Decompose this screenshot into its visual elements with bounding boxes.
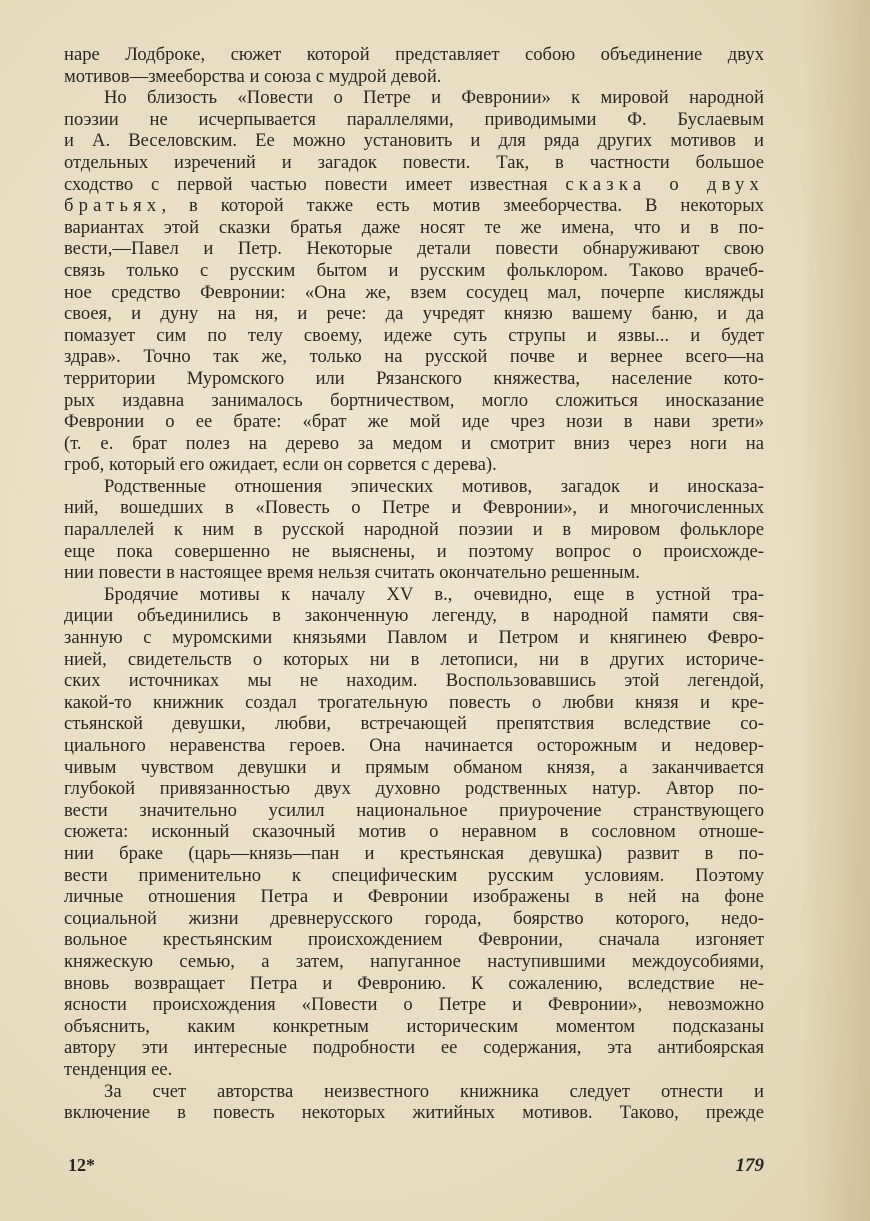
- text-line: чивым чувством девушки и прямым обманом князя, а заканчивается: [64, 756, 764, 778]
- text-line: циального неравенства героев. Она начинается осторожным и недовер-: [64, 735, 764, 756]
- text-line: вновь возвращает Петра и Февронию. К сожалению, вследствие не-: [64, 972, 764, 994]
- text-line: включение в повесть некоторых житийных мотивов. Таково, прежде: [64, 1102, 764, 1124]
- text-line: мотивов—змееборства и союза с мудрой девой.: [64, 65, 442, 87]
- page-footer: [68, 1155, 764, 1177]
- text-line: еще пока совершенно не выяснены, и поэтому вопрос о происхожде-: [64, 540, 764, 562]
- text-line: социальной жизни древнерусского города, боярство которого, недо-: [64, 907, 764, 929]
- text-line: нии браке (царь—князь—пан и крестьянская девушка) развит в по-: [64, 842, 764, 864]
- text-line: Родственные отношения эпических мотивов, загадок и иносказа-: [104, 475, 764, 497]
- text-line: диции объединились в законченную легенду, в народной памяти свя-: [64, 605, 764, 627]
- text-line: занную с муромскими князьями Павлом и Петром и княгинею Февро-: [64, 627, 764, 649]
- text-line: сходство с первой частью повести имеет известная сказка о двух: [64, 173, 764, 195]
- text-line: нией, свидетельств о которых ни в летописи, ни в других историче-: [64, 648, 764, 670]
- text-line: сюжета: исконный сказочный мотив о неравном в сословном отноше-: [64, 821, 764, 843]
- text-line: ное средство Февронии: «Она же, взем сосудец мал, почерпе кисляжды: [64, 281, 764, 303]
- text-line: вести,—Павел и Петр. Некоторые детали повести обнаруживают свою: [64, 238, 764, 260]
- printer-signature: 12*: [68, 1155, 95, 1175]
- text-line: автору эти интересные подробности ее содержания, эта антибоярская: [64, 1037, 764, 1059]
- text-line: тенденция ее.: [64, 1058, 173, 1080]
- text-line: вести значительно усилил национальное приурочение странствующего: [64, 799, 764, 821]
- text-line: Февронии о ее брате: «брат же мой иде чрез нози в нави зрети»: [64, 411, 764, 433]
- text-line: вольное крестьянским происхождением Февронии, сначала изгоняет: [64, 929, 764, 951]
- text-line: братьях, в которой также есть мотив змееборчества. В некоторых: [64, 195, 764, 217]
- text-line: За счет авторства неизвестного книжника следует отнести и: [104, 1080, 764, 1102]
- text-line: помазует сим по телу своему, идеже суть струпы и язвы... и будет: [64, 324, 764, 346]
- text-line: личные отношения Петра и Февронии изображены в ней на фоне: [64, 886, 764, 908]
- text-line: нии повести в настоящее время нельзя считать окончательно решенным.: [64, 562, 640, 584]
- text-line: Бродячие мотивы к началу XV в., очевидно, еще в устной тра-: [104, 583, 764, 605]
- text-line: объяснить, каким конкретным историческим моментом подсказаны: [64, 1015, 764, 1037]
- body-text: [64, 44, 764, 1124]
- text-line: глубокой привязанностью двух духовно родственных натур. Автор по-: [64, 778, 764, 800]
- text-line: параллелей к ним в русской народной поэзии и в мировом фольклоре: [64, 519, 764, 541]
- page-number: 179: [735, 1155, 764, 1176]
- text-line: (т. е. брат полез на дерево за медом и смотрит вниз через ноги на: [64, 432, 764, 454]
- text-line: вести применительно к специфическим русским условиям. Поэтому: [64, 864, 764, 886]
- text-line: ясности происхождения «Повести о Петре и Февронии», невозможно: [64, 994, 764, 1016]
- text-line: княжескую семью, а затем, напуганное наступившими междоусобиями,: [64, 950, 764, 972]
- text-line: связь только с русским бытом и русским фольклором. Таково врачеб-: [64, 259, 764, 281]
- text-line: стьянской девушки, любви, встречающей препятствия вследствие со-: [64, 713, 764, 735]
- text-line: ских источниках мы не находим. Воспользовавшись этой легендой,: [64, 670, 764, 692]
- text-line: вариантах этой сказки братья даже носят те же имена, что и в по-: [64, 216, 764, 238]
- text-line: Но близость «Повести о Петре и Февронии» к мировой народной: [104, 87, 764, 109]
- text-line: рых издавна занималось бортничеством, могло сложиться иносказание: [64, 389, 764, 411]
- text-line: территории Муромского или Рязанского княжества, население кото-: [64, 367, 764, 389]
- text-line: своея, и дуну на ня, и рече: да учредят князю вашему баню, и да: [64, 303, 764, 325]
- text-line: здрав». Точно так же, только на русской почве и вернее всего—на: [64, 346, 764, 368]
- text-line: отдельных изречений и загадок повести. Так, в частности большое: [64, 151, 764, 173]
- text-line: ний, вошедших в «Повесть о Петре и Февронии», и многочисленных: [64, 497, 764, 519]
- text-line: поэзии не исчерпывается параллелями, приводимыми Ф. Буслаевым: [64, 108, 764, 130]
- text-line: наре Лодброке, сюжет которой представляет собою объединение двух: [64, 44, 764, 65]
- emphasis-spaced: сказка о двух: [565, 173, 764, 195]
- text-line: какой-то книжник создал трогательную повесть о любви князя и кре-: [64, 691, 764, 713]
- emphasis-spaced: братьях: [64, 195, 162, 217]
- text-line: и А. Веселовским. Ее можно установить и для ряда других мотивов и: [64, 130, 764, 152]
- text-line: гроб, который его ожидает, если он сорвется с дерева).: [64, 454, 497, 476]
